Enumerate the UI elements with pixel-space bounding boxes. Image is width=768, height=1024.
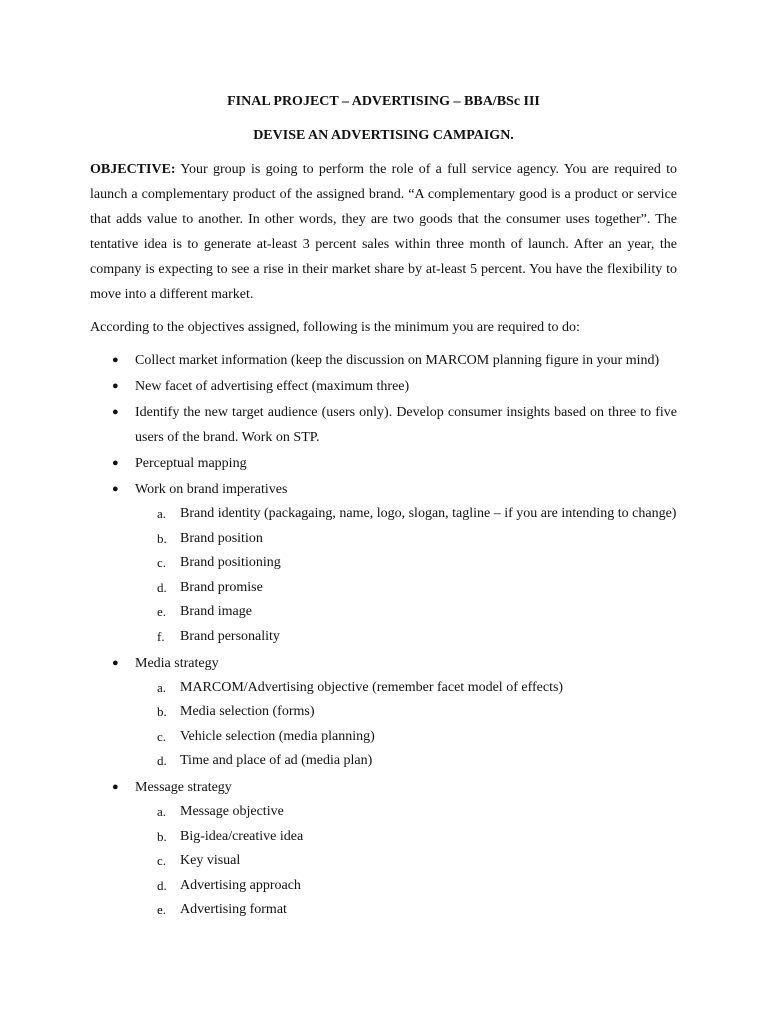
sub-item-marker: e. — [157, 604, 167, 620]
sub-list-item — [135, 725, 677, 750]
sub-item-marker: b. — [157, 704, 167, 720]
sub-item-marker: d. — [157, 877, 167, 893]
list-item-text: New facet of advertising effect (maximum three) — [135, 379, 410, 394]
sub-item-text: Advertising format — [180, 902, 287, 918]
bullet-icon: ● — [112, 354, 119, 366]
sub-list-item — [135, 600, 677, 625]
document-page — [90, 92, 677, 924]
sub-list — [135, 676, 677, 774]
sub-item-marker: a. — [157, 679, 167, 695]
sub-item-marker: b. — [157, 530, 167, 546]
sub-item-marker: a. — [157, 803, 167, 819]
sub-item-text: Time and place of ad (media plan) — [180, 753, 373, 769]
sub-list — [135, 800, 677, 923]
list-item-text: Work on brand imperatives — [135, 482, 288, 497]
sub-list-item — [135, 800, 677, 825]
document-title: FINAL PROJECT – ADVERTISING – BBA/BSc III — [227, 94, 540, 109]
list-item-text: Identify the new target audience (users only). Develop consumer insights based on three to five users of the brand. Work on STP. — [135, 405, 677, 445]
sub-item-text: Brand promise — [180, 579, 263, 595]
objective-label: OBJECTIVE: — [90, 162, 176, 177]
sub-item-marker: e. — [157, 902, 167, 918]
sub-list-item — [135, 874, 677, 899]
sub-list-item — [135, 625, 677, 650]
sub-list-item — [135, 700, 677, 725]
sub-list-item — [135, 749, 677, 774]
sub-item-text: Brand positioning — [180, 555, 281, 571]
sub-list-item — [135, 576, 677, 601]
bullet-icon: ● — [112, 780, 119, 793]
sub-item-text: Big-idea/creative idea — [180, 828, 304, 844]
document-subtitle: DEVISE AN ADVERTISING CAMPAIGN. — [253, 128, 514, 143]
list-item — [90, 348, 677, 373]
sub-item-marker: d. — [157, 579, 167, 595]
sub-item-marker: c. — [157, 853, 167, 869]
sub-list-item — [135, 676, 677, 701]
sub-item-marker: d. — [157, 753, 167, 769]
sub-item-text: Advertising approach — [180, 877, 301, 893]
list-item-text: Message strategy — [135, 779, 232, 795]
bullet-icon: ● — [112, 483, 119, 495]
sub-item-marker: a. — [157, 506, 167, 521]
list-item-text: Perceptual mapping — [135, 456, 247, 471]
intro-paragraph: According to the objectives assigned, following is the minimum you are required to do: — [90, 320, 580, 335]
sub-list-item — [135, 502, 677, 527]
sub-item-text: Vehicle selection (media planning) — [180, 728, 375, 744]
sub-list — [135, 502, 677, 650]
bullet-icon: ● — [112, 457, 119, 469]
list-item — [90, 400, 677, 450]
bullet-icon: ● — [112, 656, 119, 669]
sub-list-item — [135, 898, 677, 923]
sub-item-marker: b. — [157, 828, 167, 844]
sub-item-text: MARCOM/Advertising objective (remember facet model of effects) — [180, 679, 564, 695]
bullet-icon: ● — [112, 406, 119, 418]
sub-item-marker: c. — [157, 555, 167, 571]
sub-item-marker: f. — [157, 628, 165, 644]
requirements-list — [90, 348, 677, 923]
sub-item-text: Brand identity (packagaing, name, logo, slogan, tagline – if you are intending to change) — [180, 506, 677, 521]
sub-list-item — [135, 825, 677, 850]
list-item — [90, 451, 677, 476]
list-item — [90, 651, 677, 774]
objective-text: Your group is going to perform the role of a full service agency. You are required to launch a complementary product of the assigned brand. “A complementary good is a product or service that adds value to another. In other words, they are two goods that the consumer uses together”. The tentative idea is to generate at-least 3 percent sales within three month of launch. After an year, the company is expecting to see a rise in their market share by at-least 5 percent. You have the flexibility to move into a different market. — [90, 162, 677, 302]
list-item — [90, 374, 677, 399]
sub-item-text: Key visual — [180, 853, 241, 869]
sub-item-text: Brand image — [180, 604, 252, 620]
sub-item-text: Message objective — [180, 803, 284, 819]
list-item — [90, 775, 677, 923]
objective-paragraph — [90, 157, 677, 307]
bullet-icon: ● — [112, 380, 119, 392]
sub-item-marker: c. — [157, 728, 167, 744]
sub-item-text: Brand position — [180, 530, 263, 546]
list-item-text: Collect market information (keep the discussion on MARCOM planning figure in your mind) — [135, 353, 660, 368]
sub-list-item — [135, 527, 677, 552]
sub-item-text: Brand personality — [180, 628, 280, 644]
list-item-text: Media strategy — [135, 655, 219, 671]
sub-list-item — [135, 849, 677, 874]
sub-item-text: Media selection (forms) — [180, 704, 315, 720]
sub-list-item — [135, 551, 677, 576]
list-item — [90, 477, 677, 650]
